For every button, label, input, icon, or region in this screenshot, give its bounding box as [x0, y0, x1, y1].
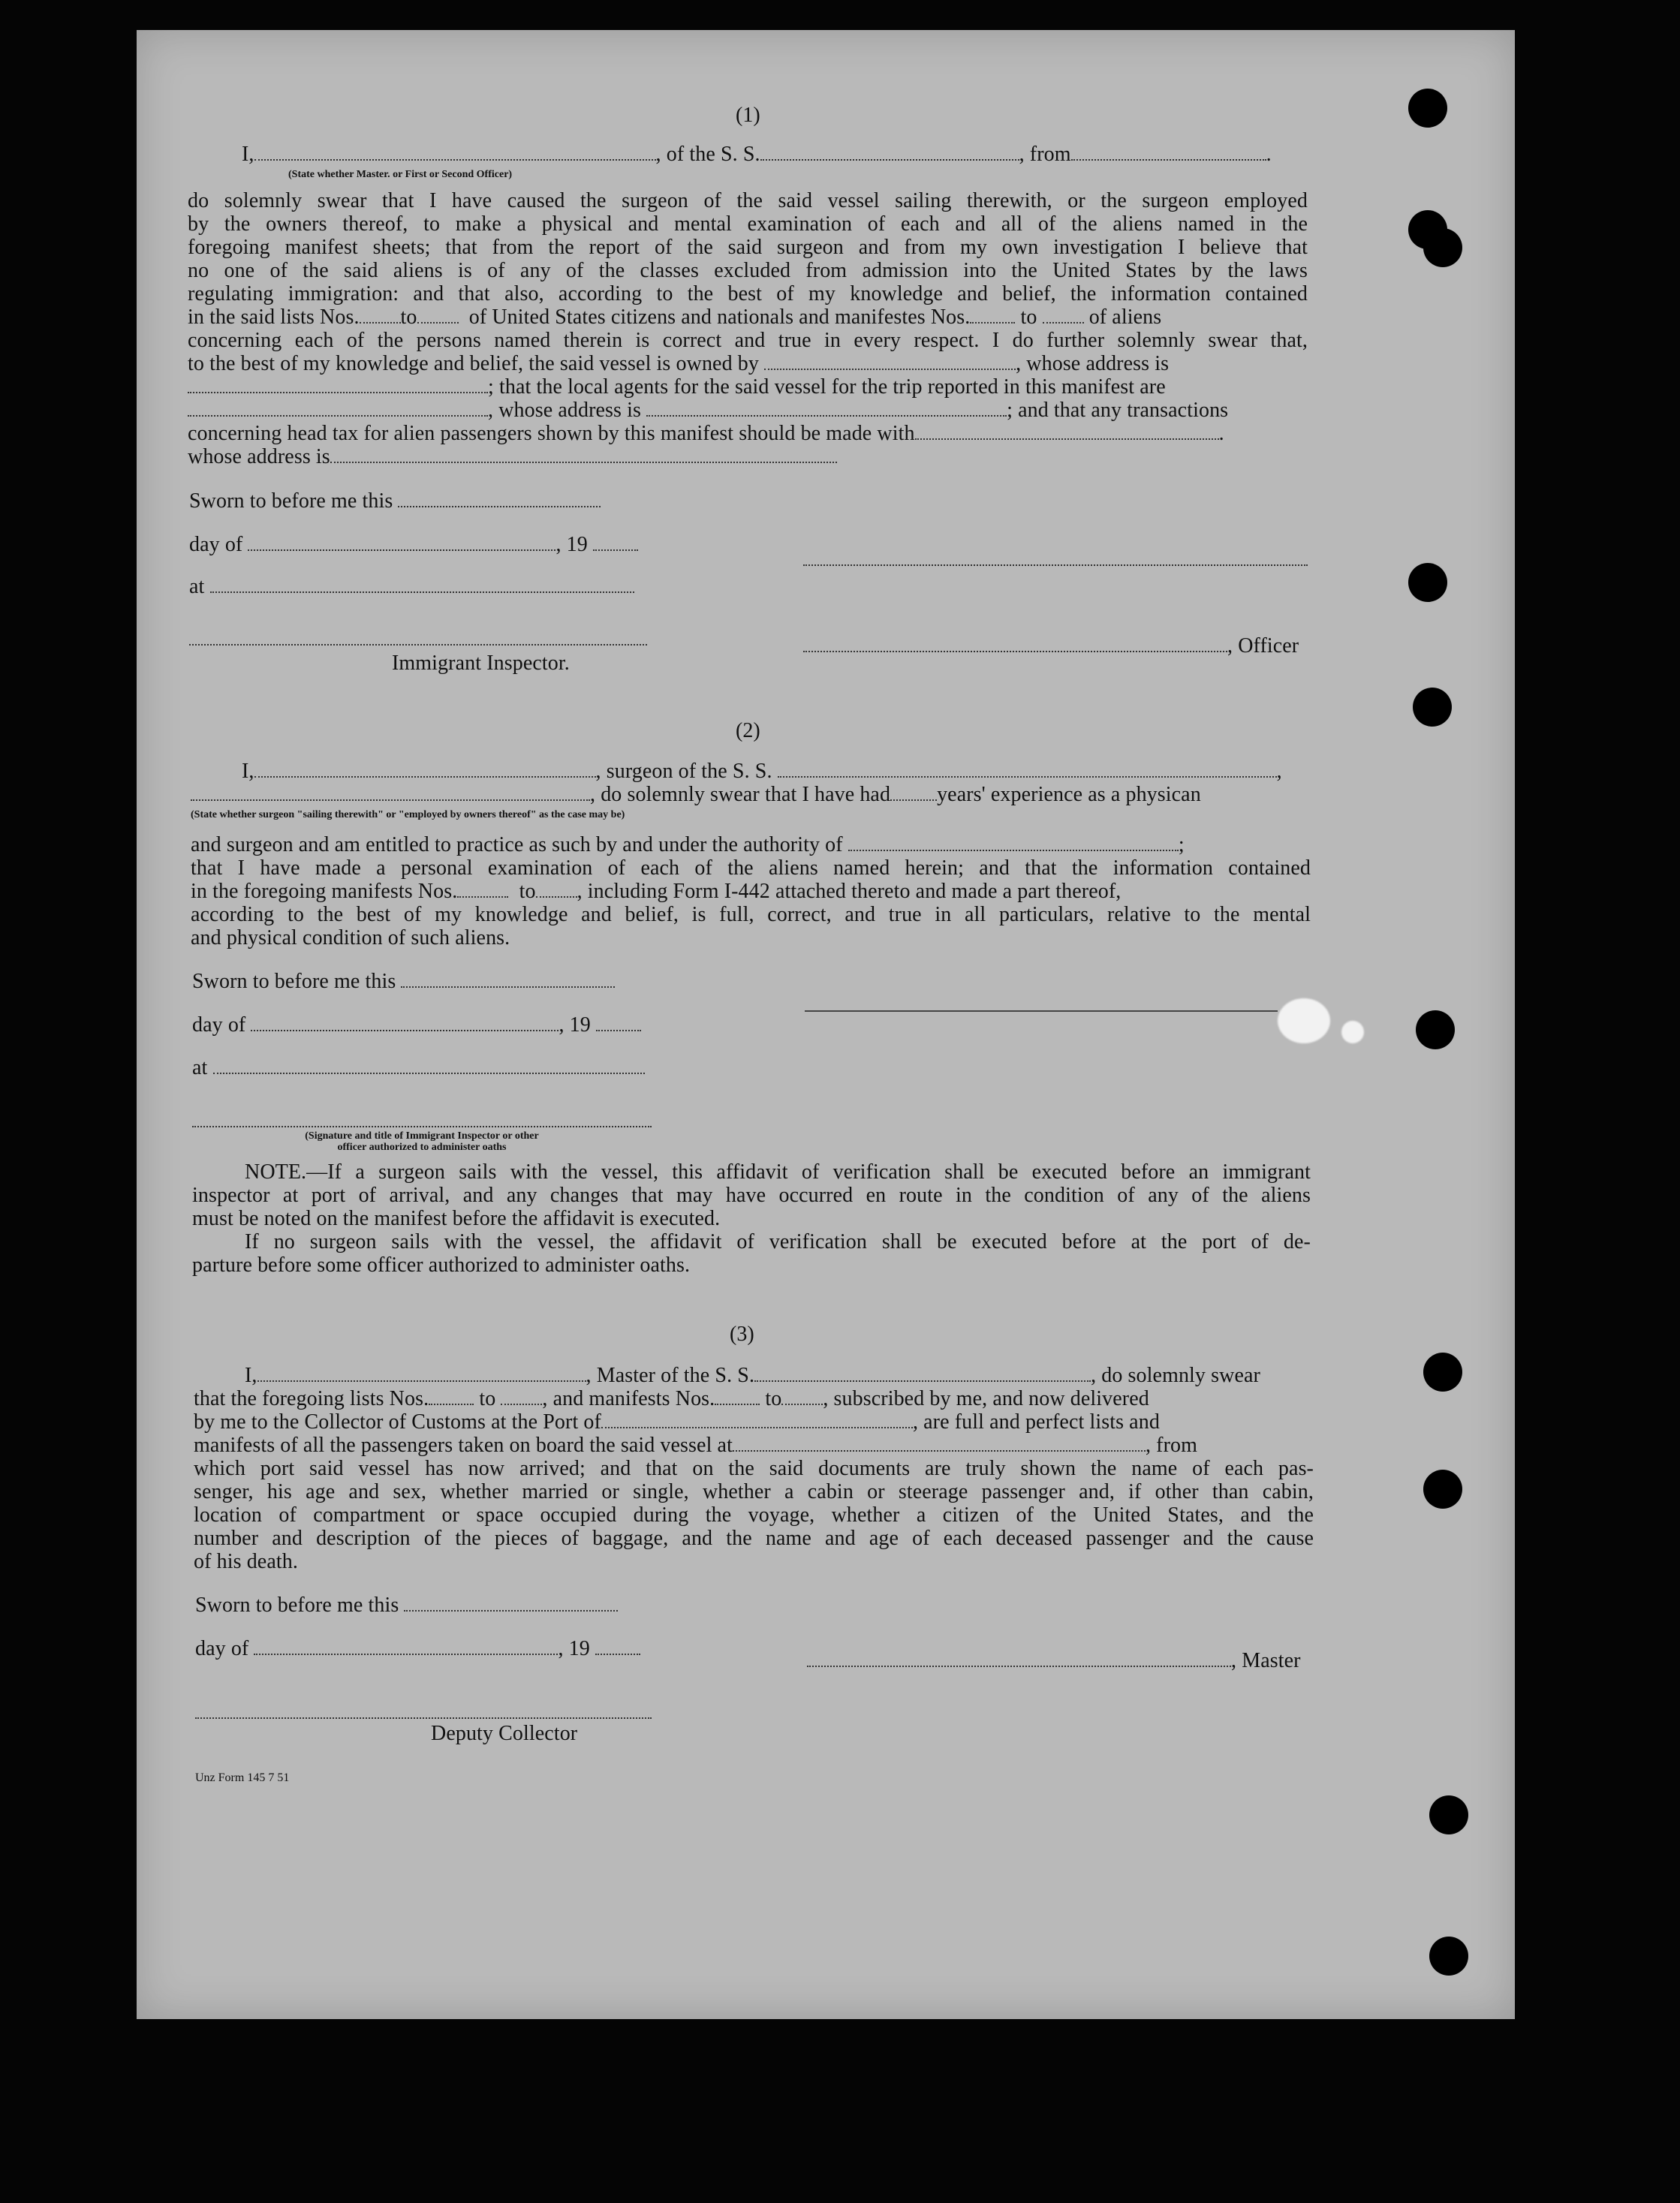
s3-deputy-collector: Deputy Collector [431, 1722, 578, 1745]
section-3-number: (3) [730, 1323, 754, 1346]
s2-line-7: and physical condition of such aliens. [191, 926, 510, 950]
s1-officer-sig: , Officer [803, 634, 1299, 658]
binder-hole [1413, 688, 1452, 727]
paper-blemish [1278, 998, 1330, 1043]
s2-sworn: Sworn to before me this [192, 970, 615, 993]
s3-para-line-2: senger, his age and sex, whether married or single, whether a cabin or steerage passenger and, if other than cabin, [194, 1480, 1314, 1503]
s1-line-9: ; that the local agents for the said vessel for the trip reported in this manifest are [188, 375, 1308, 399]
paper-blemish [1341, 1021, 1364, 1043]
s2-surgeon-note: (State whether surgeon "sailing therewith" or "employed by owners thereof" as the case may be) [191, 809, 625, 820]
s3-line-1: I, , Master of the S. S. , do solemnly swear [245, 1364, 1260, 1387]
s2-note-line-1: NOTE.—If a surgeon sails with the vessel, this affidavit of verification shall be executed before an immigrant [245, 1160, 1311, 1184]
s3-para-line-3: location of compartment or space occupied during the voyage, whether a citizen of the United States, and the [194, 1503, 1314, 1527]
s2-signature-note-2: officer authorized to administer oaths [337, 1142, 507, 1153]
s3-para-line-5: of his death. [194, 1550, 298, 1573]
s2-inspector-line [192, 1126, 652, 1127]
s1-para-line-3: foregoing manifest sheets; that from the report of the said surgeon and from my own investigation I believe that [188, 236, 1308, 259]
s2-signature-note-1: (Signature and title of Immigrant Inspector or other [305, 1130, 539, 1142]
s2-line-4: that I have made a personal examination of each of the aliens named herein; and that the information contained [191, 856, 1311, 880]
binder-hole [1429, 1937, 1468, 1976]
s2-line-2: , do solemnly swear that I have had years' experience as a physican [191, 783, 1311, 806]
s1-line-10: , whose address is ; and that any transactions [188, 399, 1308, 422]
s3-sworn: Sworn to before me this [195, 1594, 618, 1617]
s2-line-5: in the foregoing manifests Nos. to , including Form I-442 attached thereto and made a part thereof, [191, 880, 1122, 903]
s2-note-line-4: If no surgeon sails with the vessel, the affidavit of verification shall be executed before at the port of de- [245, 1230, 1311, 1253]
binder-hole [1423, 228, 1462, 267]
s1-officer-note: (State whether Master. or First or Second Officer) [288, 169, 513, 180]
document-page [137, 30, 1515, 2019]
form-footer: Unz Form 145 7 51 [195, 1771, 290, 1784]
s1-sworn: Sworn to before me this [189, 489, 601, 513]
s2-note-line-2: inspector at port of arrival, and any changes that may have occurred en route in the condition of any of the aliens [192, 1184, 1311, 1207]
s1-inspector-line [189, 644, 647, 646]
s2-day-of: day of , 19 [192, 1013, 641, 1037]
s1-line-12: whose address is [188, 445, 1308, 468]
s2-at: at [192, 1056, 645, 1079]
s2-note-line-5: parture before some officer authorized to administer oaths. [192, 1253, 691, 1277]
s1-line-11: concerning head tax for alien passengers shown by this manifest should be made with . [188, 422, 1224, 445]
s1-day-of: day of , 19 [189, 533, 638, 556]
s1-para-line-1: do solemnly swear that I have caused the surgeon of the said vessel sailing therewith, or the surgeon employed [188, 189, 1308, 212]
s3-day-of: day of , 19 [195, 1637, 640, 1660]
binder-hole [1423, 1353, 1462, 1392]
s3-deputy-line [195, 1717, 652, 1719]
s2-line-3: and surgeon and am entitled to practice as such by and under the authority of ; [191, 833, 1185, 856]
s1-para-line-5: regulating immigration: and that also, according to the best of my knowledge and belief, the information contained [188, 282, 1308, 305]
binder-hole [1429, 1795, 1468, 1834]
s1-signature-line [803, 564, 1308, 566]
s1-line-8: to the best of my knowledge and belief, the said vessel is owned by , whose address is [188, 352, 1170, 375]
s1-line-7: concerning each of the persons named therein is correct and true in every respect. I do further solemnly swear that, [188, 329, 1308, 352]
section-1-number: (1) [736, 104, 760, 127]
s1-line-6: in the said lists Nos. to of United States citizens and nationals and manifestes Nos. to of aliens [188, 305, 1162, 329]
s3-line-4: manifests of all the passengers taken on board the said vessel at , from [194, 1434, 1197, 1457]
s1-para-line-4: no one of the said aliens is of any of the classes excluded from admission into the United States by the laws [188, 259, 1308, 282]
s2-line-1: I, , surgeon of the S. S. , [242, 760, 1282, 783]
s2-signature-line [805, 1010, 1278, 1012]
s1-line-1: I, , of the S. S. , from . [242, 143, 1272, 166]
section-2-number: (2) [736, 719, 760, 742]
s3-line-2: that the foregoing lists Nos. to , and manifests Nos. to , subscribed by me, and now delivered [194, 1387, 1149, 1410]
s3-para-line-1: which port said vessel has now arrived; and that on the said documents are truly shown the name of each pas- [194, 1457, 1314, 1480]
binder-hole [1423, 1470, 1462, 1509]
s2-note-line-3: must be noted on the manifest before the affidavit is executed. [192, 1207, 721, 1230]
s1-immigrant-inspector: Immigrant Inspector. [392, 652, 570, 675]
s1-at: at [189, 575, 634, 598]
s2-line-6: according to the best of my knowledge and belief, is full, correct, and true in all particulars, relative to the mental [191, 903, 1311, 926]
s3-para-line-4: number and description of the pieces of baggage, and the name and age of each deceased passenger and the cause [194, 1527, 1314, 1550]
s3-line-3: by me to the Collector of Customs at the Port of , are full and perfect lists and [194, 1410, 1160, 1434]
s3-master-sig: , Master [807, 1649, 1301, 1672]
binder-hole [1408, 563, 1447, 602]
binder-hole [1416, 1010, 1455, 1049]
s1-para-line-2: by the owners thereof, to make a physical and mental examination of each and all of the aliens named in the [188, 212, 1308, 236]
binder-hole [1408, 89, 1447, 128]
